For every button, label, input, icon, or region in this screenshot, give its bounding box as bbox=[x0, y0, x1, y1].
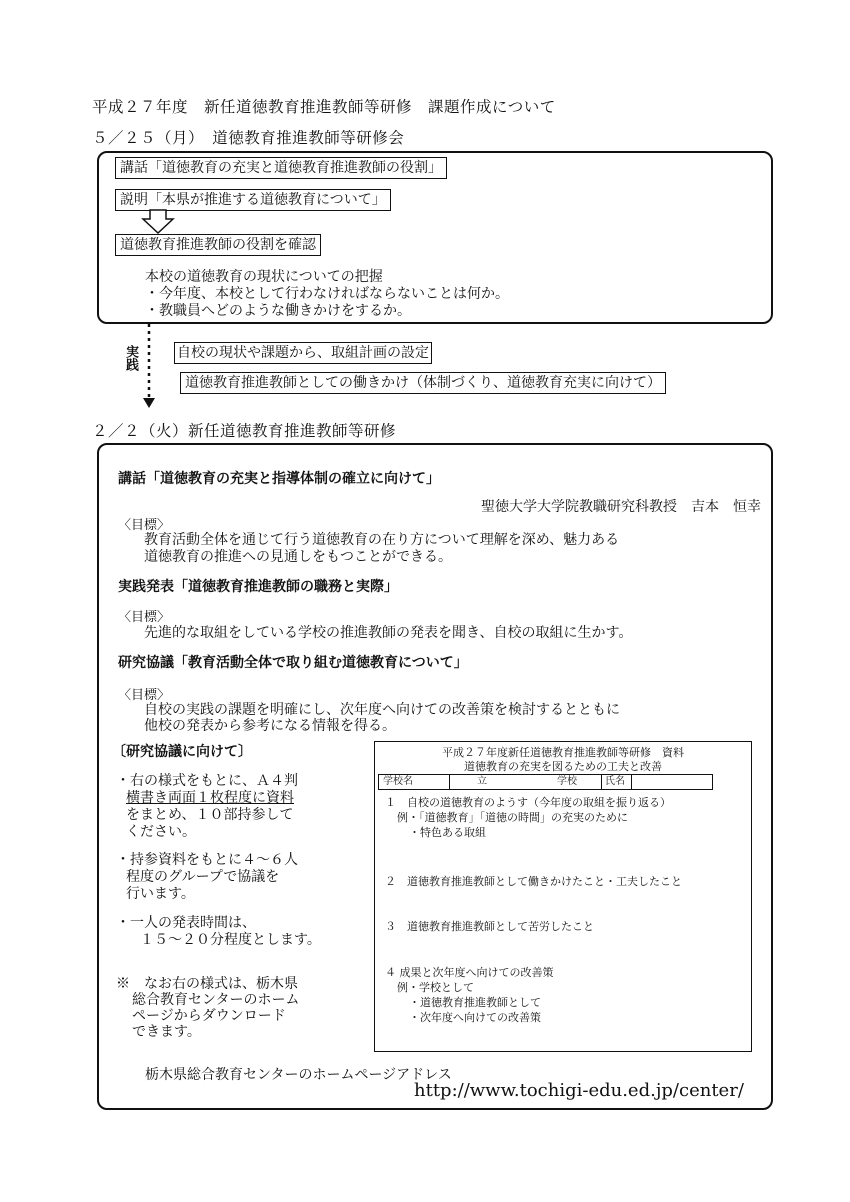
goal-text: 他校の発表から参考になる情報を得る。 bbox=[144, 718, 396, 734]
form-preview bbox=[374, 741, 752, 1052]
form-example: ・道徳教育推進教師として bbox=[409, 996, 541, 1009]
form-header-table bbox=[378, 774, 713, 790]
form-col: 学校名 bbox=[383, 776, 413, 787]
towards-title: 〔研究協議に向けて〕 bbox=[112, 744, 252, 760]
homepage-label: 栃木県総合教育センターのホームページアドレス bbox=[145, 1067, 452, 1083]
dotted-arrow-icon bbox=[141, 322, 157, 410]
goal-label: 〈目標〉 bbox=[118, 610, 171, 625]
form-example: 例・「道徳教育」「道徳の時間」の充実のために bbox=[397, 811, 628, 824]
form-col: 氏名 bbox=[605, 776, 625, 787]
lecture-title: 講話「道徳教育の充実と指導体制の確立に向けて」 bbox=[118, 471, 440, 487]
goal-text: 自校の実践の課題を明確にし、次年度へ向けての改善策を検討するとともに bbox=[144, 702, 620, 718]
session1-bullet: ・今年度、本校として行わなければならないことは何か。 bbox=[145, 286, 509, 302]
discussion-title: 研究協議「教育活動全体で取り組む道徳教育について」 bbox=[118, 655, 468, 671]
session1-date: ５／２５（月） 道徳教育推進教師等研修会 bbox=[92, 129, 405, 147]
form-title: 平成２７年度新任道徳教育推進教師等研修 資料 bbox=[442, 746, 684, 759]
goal-text: 教育活動全体を通じて行う道徳教育の在り方について理解を深め、魅力ある bbox=[144, 532, 620, 548]
practice-item-part: としての働きかけ（体制づくり、道徳教育充実に向けて） bbox=[297, 375, 661, 391]
page-title: 平成２７年度 新任道徳教育推進教師等研修 課題作成について bbox=[92, 98, 556, 116]
form-section: １ 自校の道徳教育のようす（今年度の取組を振り返る） bbox=[385, 796, 671, 809]
down-arrow-icon bbox=[140, 209, 176, 235]
note: ・右の様式をもとに、Ａ４判 横書き両面１枚程度に資料 をまとめ、１０部持参して ください。 bbox=[116, 773, 298, 840]
presentation-title: 実践発表「道徳教育推進教師の職務と実際」 bbox=[118, 579, 398, 595]
practice-item: 自校の現状や課題から、取組計画の設定 bbox=[174, 342, 432, 364]
practice-item bbox=[180, 372, 666, 394]
note: ・持参資料をもとに４～６人 程度のグループで協議を 行います。 bbox=[116, 852, 298, 902]
form-col: 立 bbox=[477, 776, 487, 787]
homepage-url[interactable]: http://www.tochigi-edu.ed.jp/center/ bbox=[414, 1080, 744, 1101]
session1-grasp: 本校の道徳教育の現状についての把握 bbox=[145, 269, 383, 285]
session1-lecture: 講話「道徳教育の充実と道徳教育推進教師の役割」 bbox=[115, 157, 447, 179]
goal-text: 道徳教育の推進への見通しをもつことができる。 bbox=[144, 549, 452, 565]
form-example: ・特色ある取組 bbox=[409, 826, 486, 839]
form-subtitle: 道徳教育の充実を図るための工夫と改善 bbox=[464, 760, 662, 773]
goal-text: 先進的な取組をしている学校の推進教師の発表を聞き、自校の取組に生かす。 bbox=[144, 625, 633, 641]
session1-bullet: ・教職員へどのような働きかけをするか。 bbox=[145, 303, 411, 319]
note: ※ なお右の様式は、栃木県 総合教育センターのホーム ページからダウンロード できます。 bbox=[116, 976, 300, 1040]
form-example: ・次年度へ向けての改善策 bbox=[409, 1011, 541, 1024]
form-example: 例・学校として bbox=[397, 981, 474, 994]
form-section: ３ 道徳教育推進教師として苦労したこと bbox=[385, 920, 594, 933]
form-section: ４ 成果と次年度へ向けての改善策 bbox=[385, 966, 554, 979]
note: ・一人の発表時間は、 １５～２０分程度とします。 bbox=[116, 915, 321, 948]
goal-label: 〈目標〉 bbox=[118, 518, 171, 533]
form-section: ２ 道徳教育推進教師として働きかけたこと・工夫したこと bbox=[385, 875, 682, 888]
form-col: 学校 bbox=[557, 776, 577, 787]
session1-explanation: 説明「本県が推進する道徳教育について」 bbox=[115, 189, 391, 211]
speaker: 聖徳大学大学院教職研究科教授 吉本 恒幸 bbox=[481, 499, 761, 515]
goal-label: 〈目標〉 bbox=[118, 688, 171, 703]
practice-label: 実践 bbox=[123, 345, 138, 371]
session2-date: ２／２（火）新任道徳教育推進教師等研修 bbox=[92, 422, 397, 440]
practice-item-part: 道徳教育推進教師 bbox=[185, 375, 297, 391]
session1-confirm: 道徳教育推進教師の役割を確認 bbox=[115, 234, 321, 256]
